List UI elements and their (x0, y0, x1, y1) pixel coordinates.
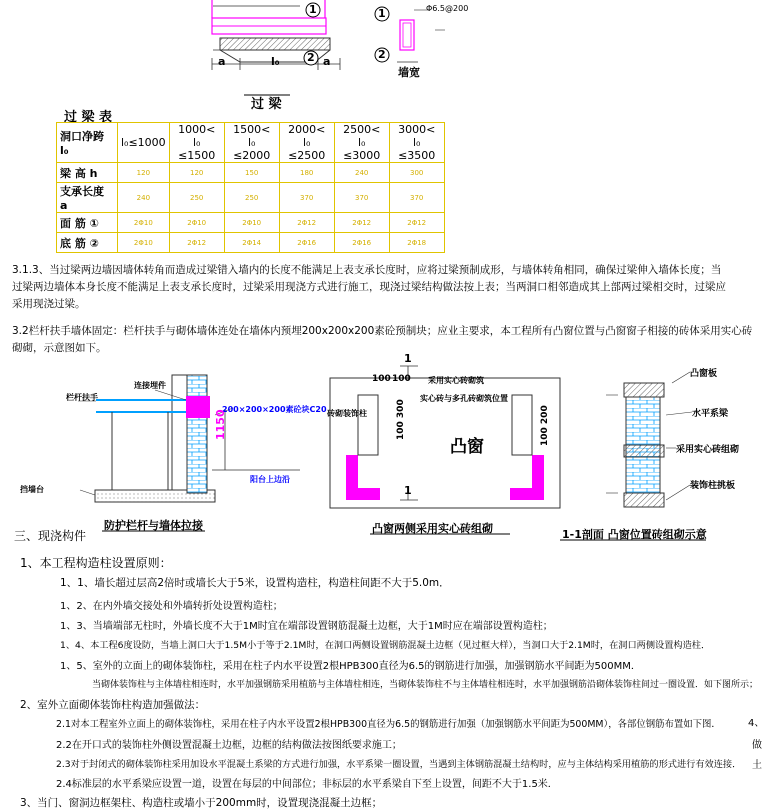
dim-1150: 1150 (214, 409, 227, 440)
item-1-3: 1、3、当墙端部无柱时，外墙长度不大于1M时宜在端部设置钢筋混凝土边框，大于1M时应在端部设置构造柱； (60, 621, 553, 632)
item-1-1: 1、1、墙长超过层高2倍时或墙长大于5米，设置构造柱，构造柱间距不大于5.0m． (60, 577, 450, 589)
section-caption: 1-1剖面 凸窗位置砖组砌示意 (562, 528, 707, 541)
section-1-1 (560, 372, 706, 540)
bay-window-plan (330, 366, 560, 508)
beam-figure-caption: 过 梁 (251, 97, 282, 112)
para-line: 采用现浇过梁。 (12, 298, 86, 310)
para-32 (12, 323, 752, 357)
beam-label-1: 1 (309, 3, 317, 16)
header-cell: 2500< l₀ ≤3000 (334, 123, 389, 163)
dim-100a: 100 (372, 374, 391, 384)
table-cell: 2Φ10 (118, 233, 170, 253)
table-cell: 180 (279, 163, 334, 183)
dim-100b: 100 (392, 374, 411, 384)
item-2-4: 2.4标准层的水平系梁应设置一道，设置在每层的中间部位；非标层的水平系梁自下至上设置，间距不大于1.5米． (56, 779, 558, 790)
header-cell: 洞口净跨 l₀ (57, 123, 118, 163)
table-cell: 250 (169, 183, 224, 213)
dim-a-left: a (218, 55, 226, 68)
table-cell: 2Φ12 (389, 213, 444, 233)
bay-window-center-text: 凸窗 (450, 437, 484, 457)
cut-mark-bottom: 1 (404, 484, 412, 497)
table-row (57, 163, 445, 183)
rebar-spec: Φ6.5@200 (426, 4, 469, 13)
label-horizontal-beam: 水平系梁 (692, 409, 729, 419)
row-label: 梁 高 h (57, 163, 118, 183)
table-cell: 2Φ18 (389, 233, 444, 253)
table-cell: 370 (334, 183, 389, 213)
label-solid-brick-section: 采用实心砖组砌 (676, 445, 740, 455)
label-floor-edge: 阳台上边沿 (250, 475, 290, 484)
beam-label-2: 2 (307, 51, 315, 64)
label-bay-slab: 凸窗板 (690, 369, 718, 379)
label-solid-brick: 采用实心砖砌筑 (428, 376, 484, 385)
header-cell: 2000< l₀ ≤2500 (279, 123, 334, 163)
label-concrete-block: 200×200×200素砼块C20 (222, 405, 327, 414)
item-2-3: 2.3对于封闭式的砌体装饰柱采用加设水平混凝土系梁的方式进行加强，水平系梁一圈设置，当遇到主体钢筋混凝土结构时，应与主体结构采用植筋的形式进行有效连接． (56, 759, 742, 770)
beam-table (56, 122, 445, 253)
row-label: 底 筋 ② (57, 233, 118, 253)
item-1-5: 1、5、室外的立面上的砌体装饰柱，采用在柱子内水平设置2根HPB300直径为6.5的钢筋进行加强，加强钢筋水平间距为500MM． (60, 661, 641, 672)
section-label-1: 1 (378, 7, 386, 20)
side-text-4: 4、 (748, 718, 765, 729)
section-label-2: 2 (378, 48, 386, 61)
table-row (57, 183, 445, 213)
para-line: 砌砌，示意图如下。 (12, 342, 107, 354)
side-text-2: 做 (752, 740, 762, 751)
table-cell: 300 (389, 163, 444, 183)
table-row (57, 233, 445, 253)
header-cell: 1000< l₀ ≤1500 (169, 123, 224, 163)
table-cell: 2Φ12 (169, 233, 224, 253)
item-3: 3、当门、窗洞边框架柱、构造柱或墙小于200mm时，设置现浇混凝土边框； (20, 797, 383, 809)
table-cell: 370 (389, 183, 444, 213)
item-2-2: 2.2在开口式的装饰柱外侧设置混凝土边框，边框的结构做法按图纸要求施工； (56, 740, 402, 751)
item-1-2: 1、2、在内外墙交接处和外墙转折处设置构造柱； (60, 601, 283, 612)
table-header-row (57, 123, 445, 163)
dim-100-300: 100 300 (396, 399, 406, 440)
para-313 (12, 262, 726, 313)
table-cell: 240 (118, 183, 170, 213)
side-text-3: 土 (752, 760, 762, 771)
table-cell: 250 (224, 183, 279, 213)
railing-caption: 防护栏杆与墙体拉接 (104, 519, 203, 532)
dim-l0: l₀ (271, 55, 280, 68)
table-cell: 2Φ10 (224, 213, 279, 233)
item-1: 1、本工程构造柱设置原则： (20, 556, 172, 570)
table-cell: 240 (334, 163, 389, 183)
cut-mark-top: 1 (404, 352, 412, 365)
para-line: 过梁两边墙体本身长度不能满足上表支承长度时，过梁采用现浇方式进行施工，现浇过梁结构做法按上表；当两洞口相邻造成其上部两过梁相交时，过梁应 (12, 281, 726, 293)
dim-a-right: a (323, 55, 331, 68)
item-1-4: 1、4、本工程6度设防，当墙上洞口大于1.5M小于等于2.1M时，在洞口两侧设置钢筋混凝土边框（见过框大样），当洞口大于2.1M时，在洞口两侧设置构造柱． (60, 640, 711, 651)
table-cell: 2Φ12 (279, 213, 334, 233)
table-cell: 2Φ10 (169, 213, 224, 233)
label-handrail: 栏杆扶手 (66, 393, 98, 402)
row-label: 支承长度 a (57, 183, 118, 213)
item-1-5b: 当砌体装饰柱与主体墙柱相连时，水平加强钢筋采用植筋与主体墙柱相连，当砌体装饰柱不与主体墙柱相连时，水平加强钢筋沿砌体装饰柱间过一圈设置．如下图所示； (92, 680, 759, 690)
table-cell: 120 (169, 163, 224, 183)
beam-elevation (212, 0, 340, 95)
table-cell: 2Φ14 (224, 233, 279, 253)
header-cell: 1500< l₀ ≤2000 (224, 123, 279, 163)
para-line: 3.1.3、当过梁两边墙因墙体转角而造成过梁错入墙内的长度不能满足上表支承长度时，应将过梁预制成形，与墙体转角相同，确保过梁伸入墙体长度；当 (12, 264, 722, 276)
table-cell: 2Φ10 (118, 213, 170, 233)
para-line: 3.2栏杆扶手墙体固定：栏杆扶手与砌体墙体连处在墙体内预埋200x200x200素砼预制块；应业主要求，本工程所有凸窗位置与凸窗窗子相接的砖体采用实心砖 (12, 325, 753, 337)
table-cell: 2Φ12 (334, 213, 389, 233)
label-mixed-brick: 实心砖与多孔砖砌筑位置 (420, 394, 508, 403)
header-cell: l₀≤1000 (118, 123, 170, 163)
label-brick-column: 砖砌装饰柱 (327, 409, 367, 418)
beam-table-title: 过 梁 表 (64, 110, 113, 125)
table-row (57, 213, 445, 233)
row-label: 面 筋 ① (57, 213, 118, 233)
table-cell: 2Φ16 (279, 233, 334, 253)
table-cell: 120 (118, 163, 170, 183)
item-2-1: 2.1对本工程室外立面上的砌体装饰柱，采用在柱子内水平设置2根HPB300直径为6.5的钢筋进行加强（加强钢筋水平间距为500MM），各部位钢筋布置如下图． (56, 719, 721, 730)
table-cell: 2Φ16 (334, 233, 389, 253)
dim-100-200: 100 200 (540, 405, 550, 446)
label-ledge: 挡墙台 (20, 485, 44, 494)
header-cell: 3000< l₀ ≤3500 (389, 123, 444, 163)
item-2: 2、室外立面砌体装饰柱构造加强做法： (20, 699, 206, 711)
table-cell: 370 (279, 183, 334, 213)
label-decor-slab: 装饰柱挑板 (690, 481, 736, 491)
table-cell: 150 (224, 163, 279, 183)
section3-heading: 三、现浇构件 (14, 529, 87, 543)
wall-width-label: 墙宽 (398, 66, 420, 79)
bay-caption: 凸窗两侧采用实心砖组砌 (372, 522, 493, 535)
label-anchor: 连接埋件 (134, 381, 166, 390)
